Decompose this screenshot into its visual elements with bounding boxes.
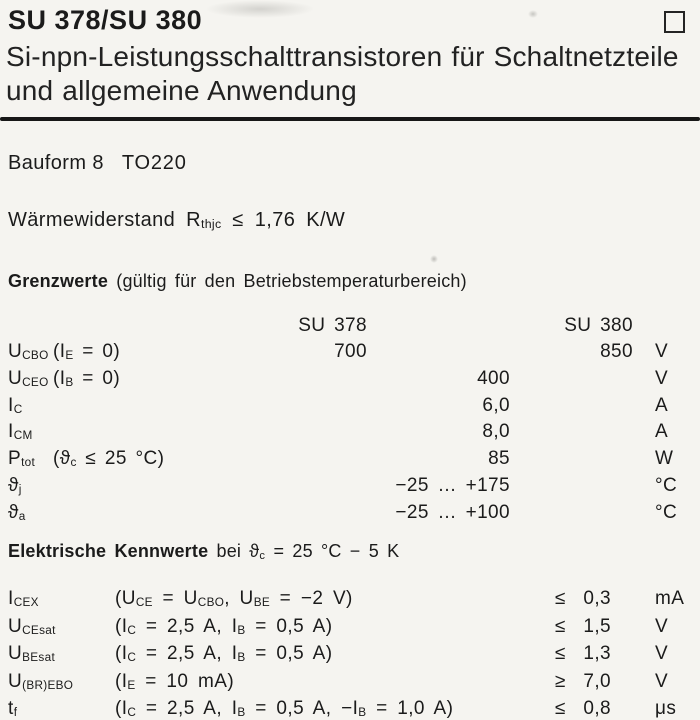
relation-sign: ≤ bbox=[555, 588, 566, 609]
subscript: E bbox=[65, 349, 74, 363]
relation-sign: ≤ bbox=[555, 698, 566, 720]
table-row bbox=[8, 448, 692, 475]
symbol-cell: UBEsat bbox=[8, 643, 56, 665]
subscript: thjc bbox=[200, 217, 222, 232]
condition-cell bbox=[53, 395, 193, 422]
relation-sign: ≤ bbox=[555, 643, 566, 665]
grenzwerte-table bbox=[8, 311, 692, 529]
table-row bbox=[8, 642, 692, 670]
subscript: CM bbox=[13, 429, 33, 443]
su378-value-cell bbox=[193, 448, 367, 475]
table-row bbox=[8, 421, 692, 448]
limit-cell bbox=[555, 615, 613, 643]
unit-cell: μs bbox=[655, 698, 677, 720]
grenzwerte-heading-bold: Grenzwerte bbox=[8, 271, 109, 291]
subscript: j bbox=[18, 483, 22, 497]
symbol-cell: ICM bbox=[8, 421, 33, 443]
symbol-cell: ϑa bbox=[8, 501, 26, 523]
condition-cell: (IB = 0) bbox=[53, 367, 121, 389]
table-row bbox=[8, 368, 692, 395]
subscript: a bbox=[18, 509, 26, 523]
symbol-cell: ICEX bbox=[8, 588, 39, 610]
symbol-cell: UCEsat bbox=[8, 615, 56, 637]
su378-value-cell bbox=[193, 502, 367, 529]
su380-value-cell bbox=[510, 421, 633, 448]
subscript: (BR)EBO bbox=[22, 678, 74, 692]
condition-cell bbox=[53, 502, 193, 529]
subtitle-line2: und allgemeine Anwendung bbox=[6, 75, 357, 106]
relation-sign: ≥ bbox=[555, 670, 566, 692]
corner-square-icon bbox=[664, 11, 685, 33]
limit-value: 0,3 bbox=[583, 588, 611, 609]
condition-cell: (IE = 0) bbox=[53, 341, 121, 363]
unit-cell: V bbox=[655, 341, 669, 362]
unit-cell: V bbox=[655, 615, 669, 637]
header-divider bbox=[0, 117, 700, 121]
kennwerte-heading-rest: bei ϑc = 25 °C − 5 K bbox=[208, 541, 400, 562]
unit-cell: °C bbox=[655, 475, 678, 497]
relation-sign: ≤ bbox=[555, 615, 566, 637]
su380-value-cell bbox=[510, 475, 633, 502]
header-spacer bbox=[53, 311, 193, 341]
common-value-cell bbox=[367, 341, 510, 368]
common-value-cell: 8,0 bbox=[482, 421, 510, 443]
subtitle-line1: Si-npn-Leistungsschalttransistoren für Schaltnetzteile bbox=[6, 41, 679, 72]
subscript: CEsat bbox=[22, 623, 56, 637]
su378-value-cell bbox=[193, 395, 367, 422]
common-value-cell: −25 … +175 bbox=[395, 475, 510, 497]
column-header-su380: SU 380 bbox=[564, 315, 633, 336]
table-row bbox=[8, 697, 692, 720]
subscript: f bbox=[13, 706, 18, 720]
symbol-cell: Ptot bbox=[8, 448, 36, 470]
table-row bbox=[8, 395, 692, 422]
limit-cell bbox=[555, 697, 613, 720]
su378-value-cell: 700 bbox=[334, 341, 367, 362]
limit-cell bbox=[555, 587, 613, 615]
limit-value: 0,8 bbox=[583, 698, 611, 720]
table-row bbox=[8, 670, 692, 698]
common-value-cell: −25 … +100 bbox=[395, 501, 510, 523]
common-value-cell: 400 bbox=[477, 367, 510, 389]
subscript: CE bbox=[135, 596, 153, 610]
symbol-cell: UCEO bbox=[8, 367, 49, 389]
su380-value-cell bbox=[510, 368, 633, 395]
unit-cell: A bbox=[655, 394, 669, 416]
subscript: c bbox=[259, 550, 266, 562]
unit-cell: V bbox=[655, 670, 669, 692]
subscript: CBO bbox=[22, 349, 49, 363]
scan-artifact bbox=[528, 10, 538, 18]
su378-value-cell bbox=[193, 475, 367, 502]
scan-artifact bbox=[430, 255, 438, 263]
subscript: B bbox=[65, 375, 74, 389]
symbol-cell: U(BR)EBO bbox=[8, 670, 74, 692]
subscript: C bbox=[127, 623, 137, 637]
su380-value-cell bbox=[510, 502, 633, 529]
common-value-cell: 6,0 bbox=[482, 394, 510, 416]
subscript: BEsat bbox=[22, 651, 56, 665]
subscript: C bbox=[13, 402, 23, 416]
unit-cell: A bbox=[655, 421, 669, 443]
limit-value: 7,0 bbox=[583, 670, 611, 692]
condition-cell: (UCE = UCBO, UBE = −2 V) bbox=[115, 588, 353, 610]
limit-cell bbox=[555, 670, 613, 698]
subscript: B bbox=[358, 706, 367, 720]
table-row bbox=[8, 341, 692, 368]
bauform-value: TO220 bbox=[121, 152, 187, 174]
limit-value: 1,5 bbox=[583, 615, 611, 637]
column-header-su378: SU 378 bbox=[298, 315, 367, 336]
subscript: B bbox=[237, 706, 246, 720]
condition-cell: (IC = 2,5 A, IB = 0,5 A) bbox=[115, 615, 333, 637]
table-row bbox=[8, 475, 692, 502]
bauform-label: Bauform 8 bbox=[8, 152, 104, 174]
symbol-cell: ϑj bbox=[8, 475, 22, 497]
condition-cell: (IC = 2,5 A, IB = 0,5 A, −IB = 1,0 A) bbox=[115, 698, 454, 720]
kennwerte-heading-bold: Elektrische Kennwerte bbox=[8, 541, 209, 561]
limit-value: 1,3 bbox=[583, 643, 611, 665]
grenzwerte-heading bbox=[8, 271, 467, 292]
kennwerte-heading bbox=[8, 541, 399, 562]
condition-cell: (ϑc ≤ 25 °C) bbox=[53, 448, 165, 470]
thermal-resistance-line: Wärmewiderstand Rthjc ≤ 1,76 K/W bbox=[8, 209, 346, 232]
page-subtitle bbox=[6, 40, 679, 108]
unit-cell: °C bbox=[655, 501, 678, 523]
symbol-cell: tf bbox=[8, 698, 18, 720]
common-value-cell: 85 bbox=[488, 448, 510, 470]
condition-cell: (IC = 2,5 A, IB = 0,5 A) bbox=[115, 643, 333, 665]
kennwerte-table bbox=[8, 587, 692, 720]
su380-value-cell: 850 bbox=[600, 341, 633, 362]
header-spacer bbox=[633, 311, 692, 341]
table-row bbox=[8, 587, 692, 615]
subscript: CEX bbox=[13, 596, 39, 610]
unit-cell: W bbox=[655, 448, 674, 470]
package-line bbox=[8, 152, 187, 175]
subscript: B bbox=[237, 651, 246, 665]
table-header-row bbox=[8, 311, 692, 341]
scan-artifact bbox=[205, 0, 315, 18]
subscript: c bbox=[70, 456, 77, 470]
header-spacer bbox=[367, 311, 510, 341]
header-spacer bbox=[8, 311, 53, 341]
condition-cell bbox=[53, 421, 193, 448]
symbol-cell: UCBO bbox=[8, 341, 49, 363]
table-row bbox=[8, 615, 692, 643]
subscript: CEO bbox=[22, 375, 49, 389]
page-title: SU 378/SU 380 bbox=[8, 5, 203, 35]
su380-value-cell bbox=[510, 395, 633, 422]
table-row bbox=[8, 502, 692, 529]
subscript: BE bbox=[253, 596, 270, 610]
symbol-cell: IC bbox=[8, 394, 23, 416]
condition-cell bbox=[53, 475, 193, 502]
su378-value-cell bbox=[193, 368, 367, 395]
su380-value-cell bbox=[510, 448, 633, 475]
subscript: E bbox=[127, 678, 136, 692]
limit-cell bbox=[555, 642, 613, 670]
grenzwerte-heading-rest: (gültig für den Betriebstemperaturbereich) bbox=[108, 271, 467, 291]
subscript: C bbox=[127, 706, 137, 720]
subscript: B bbox=[237, 623, 246, 637]
subscript: CBO bbox=[197, 596, 225, 610]
su378-value-cell bbox=[193, 421, 367, 448]
unit-cell: V bbox=[655, 367, 669, 389]
unit-cell: V bbox=[655, 643, 669, 665]
subscript: tot bbox=[21, 456, 36, 470]
condition-cell: (IE = 10 mA) bbox=[115, 670, 235, 692]
unit-cell: mA bbox=[655, 588, 685, 609]
subscript: C bbox=[127, 651, 137, 665]
